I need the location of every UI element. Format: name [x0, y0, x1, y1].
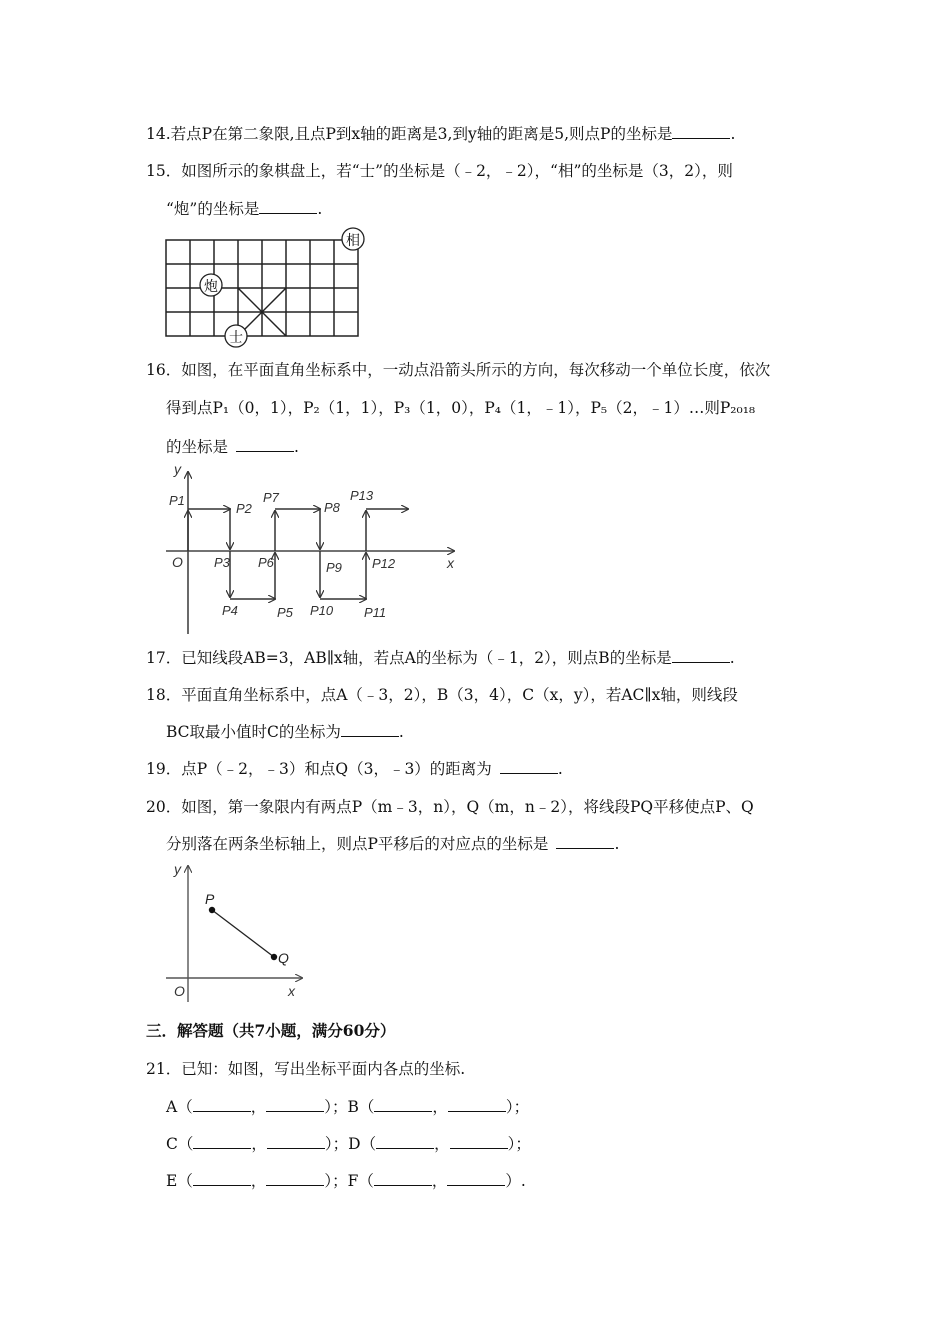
comma: ， [250, 1098, 267, 1116]
label-a: A（ [166, 1098, 193, 1116]
label-q: Q [278, 950, 289, 966]
x-axis-label: x [288, 983, 295, 999]
question-16-text3: 的坐标是 [166, 438, 229, 456]
answer-blank[interactable] [259, 199, 317, 214]
answer-blank[interactable] [672, 124, 730, 139]
question-19 [146, 759, 563, 779]
answer-blank[interactable] [267, 1134, 325, 1149]
period: . [614, 835, 620, 853]
comma: ， [432, 1098, 448, 1116]
question-20-line2 [166, 834, 619, 854]
answer-row [166, 1134, 531, 1154]
answer-blank[interactable] [193, 1171, 251, 1186]
answer-blank[interactable] [376, 1134, 434, 1149]
answer-blank[interactable] [193, 1097, 251, 1112]
label-p10: P10 [310, 603, 334, 618]
segment-pq [212, 910, 274, 957]
question-15-text: 15．如图所示的象棋盘上，若“士”的坐标是（﹣2，﹣2），“相”的坐标是（3，2），则 [146, 162, 733, 180]
label-c: C（ [166, 1135, 194, 1153]
question-16-text: 16．如图，在平面直角坐标系中，一动点沿箭头所示的方向，每次移动一个单位长度，依次 [146, 361, 771, 379]
question-21-text: 21．已知：如图，写出坐标平面内各点的坐标. [146, 1060, 466, 1078]
question-16-line3 [166, 437, 299, 457]
piece-shi [225, 325, 247, 347]
question-15-line1 [146, 161, 733, 181]
piece-xiang-label: 相 [346, 232, 360, 248]
answer-blank[interactable] [450, 1134, 508, 1149]
answer-blank[interactable] [341, 722, 399, 737]
label-p11: P11 [364, 605, 387, 620]
path-figure [162, 460, 458, 636]
close: ）. [505, 1172, 526, 1190]
comma: ， [251, 1135, 267, 1153]
question-18-text: 18．平面直角坐标系中，点A（﹣3，2），B（3，4），C（x，y），若AC∥x轴，则线段 [146, 686, 738, 704]
label-e: E（ [166, 1172, 193, 1190]
period: . [557, 760, 563, 778]
close: ）； [324, 1172, 348, 1190]
period: . [294, 438, 299, 456]
point-q [271, 954, 277, 960]
close: ）； [505, 1098, 530, 1116]
period: . [398, 723, 404, 741]
question-17 [146, 648, 735, 668]
comma: ， [434, 1135, 450, 1153]
section-title: 三．解答题（共7小题，满分60分） [146, 1021, 396, 1040]
x-axis-label: x [447, 555, 454, 571]
question-16-line1 [146, 360, 770, 380]
comma: ， [250, 1172, 267, 1190]
question-19-text: 19．点P（﹣2，﹣3）和点Q（3，﹣3）的距离为 [146, 760, 492, 778]
label-b: B（ [347, 1098, 375, 1116]
question-15-text2: “炮”的坐标是 [166, 200, 260, 218]
question-14-text: 14.若点P在第二象限,且点P到x轴的距离是3,到y轴的距离是5,则点P的坐标是 [146, 125, 673, 143]
answer-blank[interactable] [374, 1171, 432, 1186]
answer-blank[interactable] [672, 648, 730, 663]
piece-xiang [342, 228, 364, 250]
period: . [730, 125, 736, 143]
answer-row [166, 1097, 529, 1117]
period: . [317, 200, 323, 218]
close: ）； [324, 1135, 349, 1153]
question-20-text: 20．如图，第一象限内有两点P（m﹣3，n），Q（m，n﹣2），将线段PQ平移使点P、Q [146, 798, 754, 816]
answer-blank[interactable] [556, 834, 614, 849]
label-p3: P3 [214, 555, 230, 570]
label-p4: P4 [222, 603, 238, 618]
label-p8: P8 [324, 500, 340, 515]
question-14 [146, 124, 735, 144]
chessboard-grid [166, 240, 358, 336]
question-18-line2 [166, 722, 404, 742]
label-d: D（ [348, 1135, 377, 1153]
label-p2: P2 [236, 501, 252, 516]
question-21 [146, 1059, 465, 1079]
label-p: P [205, 891, 215, 907]
origin-label: O [174, 983, 185, 999]
y-axis-label: y [174, 861, 181, 877]
label-f: F（ [347, 1172, 374, 1190]
point-labels [169, 488, 396, 620]
chessboard-figure [160, 226, 372, 352]
label-p5: P5 [277, 605, 293, 620]
answer-blank[interactable] [266, 1097, 324, 1112]
question-18-line1 [146, 685, 738, 705]
question-18-text2: BC取最小值时C的坐标为 [166, 723, 341, 741]
piece-shi-label: 士 [229, 329, 243, 345]
piece-pao [200, 274, 222, 296]
y-axis-label: y [174, 461, 181, 477]
answer-blank[interactable] [448, 1097, 506, 1112]
label-p9: P9 [326, 560, 342, 575]
question-16-text2: 得到点P₁（0，1），P₂（1，1），P₃（1，0），P₄（1，﹣1），P₅（2，﹣1）…则P₂₀₁₈ [166, 399, 756, 417]
section-heading [146, 1021, 395, 1041]
question-16-line2 [166, 398, 755, 418]
pq-figure [162, 860, 306, 1004]
close: ）； [324, 1098, 348, 1116]
answer-blank[interactable] [447, 1171, 505, 1186]
point-p [209, 907, 215, 913]
question-17-text: 17．已知线段AB=3，AB∥x轴，若点A的坐标为（﹣1，2），则点B的坐标是 [146, 649, 672, 667]
origin-label: O [172, 554, 183, 570]
close: ）； [507, 1135, 531, 1153]
answer-blank[interactable] [236, 437, 294, 452]
label-p6: P6 [258, 555, 274, 570]
path-arrows [188, 509, 408, 599]
label-p13: P13 [350, 488, 374, 503]
label-p12: P12 [372, 556, 396, 571]
answer-blank[interactable] [374, 1097, 432, 1112]
answer-blank[interactable] [193, 1134, 251, 1149]
label-p1: P1 [169, 493, 185, 508]
answer-blank[interactable] [266, 1171, 324, 1186]
label-p7: P7 [263, 490, 279, 505]
question-15-line2 [166, 199, 322, 219]
answer-blank[interactable] [500, 759, 558, 774]
comma: ， [431, 1172, 448, 1190]
piece-pao-label: 炮 [204, 278, 218, 294]
question-20-text2: 分别落在两条坐标轴上，则点P平移后的对应点的坐标是 [166, 835, 549, 853]
question-20-line1 [146, 797, 754, 817]
period: . [729, 649, 735, 667]
answer-row [166, 1171, 526, 1191]
